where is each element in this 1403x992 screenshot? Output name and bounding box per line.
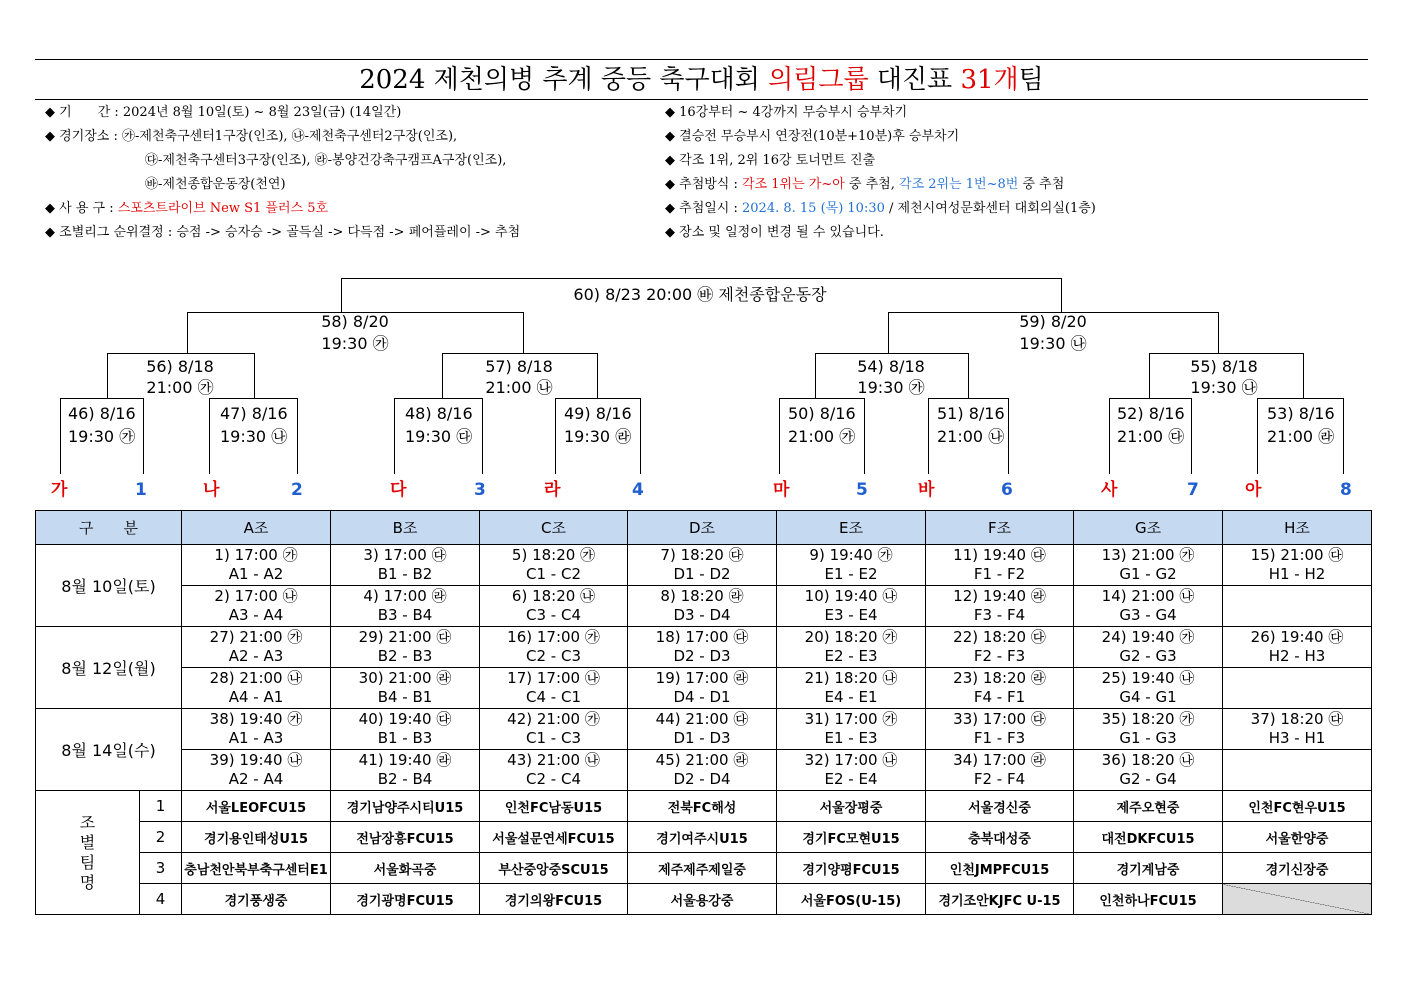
match-date: 8월 14일(수) — [36, 709, 182, 791]
match-teams: E2 - E4 — [824, 770, 878, 788]
r16-8-line1: 53) 8/16 — [1267, 404, 1335, 423]
match-time: 35) 18:20 ㉮ — [1101, 710, 1195, 728]
quarter-2-line1: 57) 8/18 — [485, 357, 553, 376]
match-teams: A1 - A3 — [228, 729, 284, 747]
match-cell — [182, 709, 331, 750]
r16-5-line2: 21:00 ㉮ — [788, 427, 856, 446]
info-advance: ◆ 각조 1위, 2위 16강 토너먼트 진출 — [665, 153, 876, 168]
match-cell — [480, 545, 628, 586]
match-teams: G1 - G2 — [1119, 565, 1177, 583]
bracket-hline — [107, 353, 255, 354]
match-cell — [1074, 668, 1223, 709]
schedule-row — [36, 545, 1372, 586]
match-teams: A2 - A3 — [228, 647, 284, 665]
team-name: 경기양평FCU15 — [777, 853, 926, 884]
info-period: ◆ 기 간 : 2024년 8월 10일(토) ~ 8월 23일(금) (14일간) — [45, 105, 402, 120]
bracket-vline — [640, 398, 641, 474]
team-rank: 3 — [140, 853, 182, 884]
match-cell — [926, 709, 1074, 750]
match-teams: H1 - H2 — [1268, 565, 1326, 583]
r16-6-line1: 51) 8/16 — [937, 404, 1005, 423]
match-time: 23) 18:20 ㉱ — [953, 669, 1046, 687]
slot-5: 5 — [856, 480, 868, 500]
bracket-vline — [888, 312, 889, 353]
match-time: 12) 19:40 ㉱ — [953, 587, 1046, 605]
match-teams: H2 - H3 — [1268, 647, 1326, 665]
match-cell — [1074, 709, 1223, 750]
team-row — [36, 822, 1372, 853]
match-cell — [777, 627, 926, 668]
team-row — [36, 884, 1372, 915]
match-time: 24) 19:40 ㉮ — [1101, 628, 1195, 646]
match-time: 9) 19:40 ㉮ — [809, 546, 893, 564]
match-date: 8월 10일(토) — [36, 545, 182, 627]
team-name: 충남천안북부축구센터E1 — [182, 853, 331, 884]
match-time: 11) 19:40 ㉰ — [953, 546, 1046, 564]
match-time: 40) 19:40 ㉰ — [358, 710, 452, 728]
team-name: 경기여주시U15 — [628, 822, 777, 853]
match-teams: F1 - F2 — [973, 565, 1026, 583]
team-rank: 1 — [140, 791, 182, 822]
team-name: 경기신장중 — [1223, 853, 1372, 884]
header-category: 구 분 — [36, 511, 182, 545]
match-teams: C4 - C1 — [526, 688, 581, 706]
match-time: 29) 21:00 ㉰ — [358, 628, 452, 646]
match-teams: B1 - B2 — [377, 565, 433, 583]
match-time: 3) 17:00 ㉰ — [363, 546, 447, 564]
r16-8-line2: 21:00 ㉱ — [1267, 427, 1335, 446]
match-cell — [331, 627, 480, 668]
header-group-d: D조 — [628, 511, 777, 545]
semi-1-line2: 19:30 ㉮ — [321, 334, 389, 353]
bracket-vline — [1257, 398, 1258, 474]
slot-4: 4 — [632, 480, 644, 500]
bracket-vline — [482, 398, 483, 474]
match-teams: D3 - D4 — [673, 606, 731, 624]
semi-1-line1: 58) 8/20 — [321, 312, 389, 331]
bracket-vline — [928, 398, 929, 474]
schedule-table — [35, 510, 1372, 915]
match-cell — [926, 668, 1074, 709]
match-time: 22) 18:20 ㉰ — [953, 628, 1046, 646]
table-header-row — [36, 511, 1372, 545]
match-teams: H3 - H1 — [1268, 729, 1326, 747]
match-teams: G4 - G1 — [1119, 688, 1177, 706]
match-cell — [182, 586, 331, 627]
team-name: 경기용인태성U15 — [182, 822, 331, 853]
r16-7-line2: 21:00 ㉰ — [1117, 427, 1185, 446]
team-name: 경기조안KJFC U-15 — [926, 884, 1074, 915]
match-time: 31) 17:00 ㉮ — [804, 710, 898, 728]
match-cell — [331, 750, 480, 791]
bracket-vline — [60, 398, 61, 474]
bracket-vline — [1149, 353, 1150, 398]
match-teams: A1 - A2 — [228, 565, 284, 583]
match-cell — [480, 586, 628, 627]
final-match-label: 60) 8/23 20:00 ㉳ 제천종합운동장 — [573, 285, 827, 304]
match-time: 34) 17:00 ㉱ — [953, 751, 1046, 769]
slot-a: 아 — [1245, 480, 1262, 500]
match-time: 42) 21:00 ㉮ — [507, 710, 600, 728]
bracket-vline — [107, 353, 108, 398]
bracket-vline — [1109, 398, 1110, 474]
team-name: 서울화곡중 — [331, 853, 480, 884]
match-teams: D2 - D4 — [673, 770, 731, 788]
match-cell — [480, 750, 628, 791]
team-name — [1223, 884, 1372, 915]
match-cell — [1074, 586, 1223, 627]
team-name: 경기계남중 — [1074, 853, 1223, 884]
match-cell — [926, 545, 1074, 586]
info-venue-1: ◆ 경기장소 : ㉮-제천축구센터1구장(인조), ㉯-제천축구센터2구장(인조), — [45, 129, 458, 144]
match-time: 32) 17:00 ㉯ — [804, 751, 898, 769]
r16-6-line2: 21:00 ㉯ — [937, 427, 1005, 446]
team-name: 부산중앙중SCU15 — [480, 853, 628, 884]
bracket-vline — [555, 398, 556, 474]
match-teams: F2 - F3 — [973, 647, 1026, 665]
match-cell — [777, 709, 926, 750]
match-teams: D1 - D3 — [673, 729, 731, 747]
match-time: 5) 18:20 ㉮ — [511, 546, 596, 564]
match-teams: F4 - F1 — [973, 688, 1026, 706]
bracket-vline — [1061, 278, 1062, 312]
match-time: 15) 21:00 ㉰ — [1250, 546, 1344, 564]
quarter-2-line2: 21:00 ㉯ — [485, 378, 553, 397]
match-time: 45) 21:00 ㉱ — [655, 751, 749, 769]
slot-8: 8 — [1340, 480, 1352, 500]
match-cell — [628, 668, 777, 709]
match-time: 14) 21:00 ㉯ — [1101, 587, 1195, 605]
match-time: 26) 19:40 ㉰ — [1250, 628, 1344, 646]
team-rank: 2 — [140, 822, 182, 853]
bracket-vline — [1303, 353, 1304, 398]
team-name: 서울경신중 — [926, 791, 1074, 822]
match-teams: F1 - F3 — [973, 729, 1026, 747]
team-name: 전북FC해성 — [628, 791, 777, 822]
match-time: 10) 19:40 ㉯ — [804, 587, 898, 605]
team-name: 서울FOS(U-15) — [777, 884, 926, 915]
match-time: 43) 21:00 ㉯ — [507, 751, 600, 769]
schedule-row — [36, 668, 1372, 709]
match-teams: B3 - B4 — [377, 606, 433, 624]
bracket-vline — [597, 353, 598, 398]
bracket-vline — [815, 353, 816, 398]
group-team-label — [36, 791, 140, 915]
match-date: 8월 12일(월) — [36, 627, 182, 709]
match-time: 30) 21:00 ㉱ — [358, 669, 452, 687]
schedule-row — [36, 709, 1372, 750]
match-time: 2) 17:00 ㉯ — [214, 587, 298, 605]
match-cell — [628, 586, 777, 627]
bracket-vline — [968, 353, 969, 398]
slot-ma: 마 — [773, 480, 790, 500]
r16-7-line1: 52) 8/16 — [1117, 404, 1185, 423]
match-cell — [1074, 750, 1223, 791]
group-team-label-text: 조 별 팀 명 — [79, 812, 96, 892]
bracket-vline — [394, 398, 395, 474]
match-cell — [926, 627, 1074, 668]
match-cell — [480, 709, 628, 750]
info-pk: ◆ 16강부터 ~ 4강까지 무승부시 승부차기 — [665, 105, 908, 120]
match-teams: G3 - G4 — [1119, 606, 1177, 624]
bracket-vline — [864, 398, 865, 474]
slot-7: 7 — [1187, 480, 1199, 500]
match-cell — [331, 586, 480, 627]
schedule-row — [36, 586, 1372, 627]
match-time: 20) 18:20 ㉮ — [804, 628, 898, 646]
bracket-hline — [1149, 353, 1304, 354]
match-time: 25) 19:40 ㉯ — [1101, 669, 1195, 687]
match-cell — [1223, 750, 1372, 791]
schedule-row — [36, 750, 1372, 791]
match-teams: B1 - B3 — [377, 729, 433, 747]
slot-2: 2 — [291, 480, 303, 500]
match-time: 8) 18:20 ㉱ — [660, 587, 744, 605]
r16-5-line1: 50) 8/16 — [788, 404, 856, 423]
quarter-1-line1: 56) 8/18 — [146, 357, 214, 376]
info-final-rule: ◆ 결승전 무승부시 연장전(10분+10분)후 승부차기 — [665, 129, 960, 144]
match-cell — [1223, 709, 1372, 750]
team-name: 경기광명FCU15 — [331, 884, 480, 915]
header-group-h: H조 — [1223, 511, 1372, 545]
match-time: 1) 17:00 ㉮ — [214, 546, 298, 564]
match-cell — [777, 545, 926, 586]
match-time: 37) 18:20 ㉰ — [1250, 710, 1344, 728]
match-cell — [777, 586, 926, 627]
match-teams: D1 - D2 — [673, 565, 731, 583]
match-teams: B2 - B3 — [377, 647, 433, 665]
team-name: 인천FC현우U15 — [1223, 791, 1372, 822]
info-venue-2: ㉰-제천축구센터3구장(인조), ㉱-봉양건강축구캠프A구장(인조), — [145, 153, 507, 168]
bracket-vline — [1191, 398, 1192, 474]
match-teams: D4 - D1 — [673, 688, 731, 706]
match-cell — [777, 668, 926, 709]
match-cell — [628, 709, 777, 750]
match-cell — [182, 750, 331, 791]
match-teams: E1 - E3 — [824, 729, 878, 747]
team-name: 인천하나FCU15 — [1074, 884, 1223, 915]
match-teams: E1 - E2 — [824, 565, 878, 583]
match-cell — [628, 545, 777, 586]
team-name: 서울LEOFCU15 — [182, 791, 331, 822]
match-teams: A3 - A4 — [228, 606, 284, 624]
match-cell — [628, 627, 777, 668]
match-time: 16) 17:00 ㉮ — [507, 628, 600, 646]
bracket-vline — [523, 312, 524, 353]
match-teams: C1 - C3 — [526, 729, 581, 747]
info-ranking: ◆ 조별리그 순위결정 : 승점 -> 승자승 -> 골득실 -> 다득점 -> 페어플레이 -> 추첨 — [45, 225, 521, 240]
bracket-hline — [442, 353, 598, 354]
match-time: 39) 19:40 ㉯ — [209, 751, 303, 769]
team-name: 서울한양중 — [1223, 822, 1372, 853]
match-cell — [182, 627, 331, 668]
match-teams: A2 - A4 — [228, 770, 284, 788]
team-name: 경기FC모현U15 — [777, 822, 926, 853]
team-name: 경기풍생중 — [182, 884, 331, 915]
r16-3-line2: 19:30 ㉰ — [405, 427, 473, 446]
team-name: 서울장평중 — [777, 791, 926, 822]
team-row — [36, 791, 1372, 822]
r16-1-line2: 19:30 ㉮ — [68, 427, 136, 446]
team-name: 전남장흥FCU15 — [331, 822, 480, 853]
team-name: 인천JMPFCU15 — [926, 853, 1074, 884]
team-name: 경기남양주시티U15 — [331, 791, 480, 822]
team-name: 경기의왕FCU15 — [480, 884, 628, 915]
top-rule — [35, 59, 1368, 60]
match-cell — [777, 750, 926, 791]
info-venue-3: ㉳-제천종합운동장(천연) — [145, 177, 286, 192]
match-time: 27) 21:00 ㉮ — [209, 628, 303, 646]
match-cell — [1223, 586, 1372, 627]
r16-2-line2: 19:30 ㉯ — [220, 427, 288, 446]
team-name: 제주제주제일중 — [628, 853, 777, 884]
info-ball: ◆ 사 용 구 : 스포츠트라이브 New S1 플러스 5호 — [45, 201, 329, 216]
match-time: 18) 17:00 ㉰ — [655, 628, 749, 646]
match-teams: F3 - F4 — [973, 606, 1026, 624]
match-teams: G2 - G4 — [1119, 770, 1177, 788]
match-teams: C3 - C4 — [526, 606, 581, 624]
match-teams: F2 - F4 — [973, 770, 1026, 788]
match-time: 17) 17:00 ㉯ — [507, 669, 600, 687]
bracket-vline — [1343, 398, 1344, 474]
bracket-vline — [1218, 312, 1219, 353]
semi-2-line2: 19:30 ㉯ — [1019, 334, 1087, 353]
match-time: 28) 21:00 ㉯ — [209, 669, 303, 687]
match-time: 21) 18:20 ㉯ — [804, 669, 898, 687]
bracket-vline — [442, 353, 443, 398]
info-draw-method: ◆ 추첨방식 : 각조 1위는 가~아 중 추첨, 각조 2위는 1번~8번 중 추첨 — [665, 177, 1065, 192]
bracket-vline — [209, 398, 210, 474]
slot-ba: 바 — [918, 480, 935, 500]
team-name: 제주오현중 — [1074, 791, 1223, 822]
bracket-vline — [779, 398, 780, 474]
r16-3-line1: 48) 8/16 — [405, 404, 473, 423]
match-time: 4) 17:00 ㉱ — [363, 587, 447, 605]
page-title: 2024 제천의병 추계 중등 축구대회 의림그룹 대진표 31개팀 — [359, 65, 1044, 95]
match-teams: C1 - C2 — [526, 565, 581, 583]
team-name: 서울용강중 — [628, 884, 777, 915]
schedule-row — [36, 627, 1372, 668]
match-cell — [1223, 545, 1372, 586]
bracket-hline — [815, 353, 969, 354]
header-group-f: F조 — [926, 511, 1074, 545]
quarter-3-line1: 54) 8/18 — [857, 357, 925, 376]
match-cell — [926, 750, 1074, 791]
bracket-vline — [143, 398, 144, 474]
match-cell — [480, 668, 628, 709]
team-name: 서울설문연세FCU15 — [480, 822, 628, 853]
bracket-vline — [187, 312, 188, 353]
header-group-e: E조 — [777, 511, 926, 545]
match-teams: A4 - A1 — [228, 688, 284, 706]
header-group-g: G조 — [1074, 511, 1223, 545]
slot-1: 1 — [135, 480, 147, 500]
title-rule — [35, 99, 1368, 100]
slot-ra: 라 — [544, 480, 561, 500]
team-rank: 4 — [140, 884, 182, 915]
team-row — [36, 853, 1372, 884]
match-time: 44) 21:00 ㉰ — [655, 710, 749, 728]
bracket-vline — [341, 278, 342, 312]
slot-6: 6 — [1001, 480, 1013, 500]
bracket-vline — [297, 398, 298, 474]
match-teams: E4 - E1 — [824, 688, 878, 706]
match-teams: C2 - C3 — [526, 647, 581, 665]
team-name: 충북대성중 — [926, 822, 1074, 853]
slot-3: 3 — [474, 480, 486, 500]
match-time: 38) 19:40 ㉮ — [209, 710, 303, 728]
match-teams: E2 - E3 — [824, 647, 878, 665]
slot-da: 다 — [390, 480, 407, 500]
match-teams: B4 - B1 — [377, 688, 433, 706]
r16-4-line2: 19:30 ㉱ — [564, 427, 632, 446]
bracket-hline — [341, 278, 1062, 279]
match-time: 7) 18:20 ㉰ — [660, 546, 744, 564]
match-teams: C2 - C4 — [526, 770, 581, 788]
info-notice: ◆ 장소 및 일정이 변경 될 수 있습니다. — [665, 225, 884, 240]
match-cell — [1074, 627, 1223, 668]
match-teams: B2 - B4 — [377, 770, 433, 788]
r16-4-line1: 49) 8/16 — [564, 404, 632, 423]
bracket-vline — [1008, 398, 1009, 474]
slot-sa: 사 — [1101, 480, 1118, 500]
match-cell — [331, 545, 480, 586]
slot-na: 나 — [203, 480, 220, 500]
r16-1-line1: 46) 8/16 — [68, 404, 136, 423]
match-teams: G2 - G3 — [1119, 647, 1177, 665]
match-cell — [182, 545, 331, 586]
info-draw-date: ◆ 추첨일시 : 2024. 8. 15 (목) 10:30 / 제천시여성문화센터 대회의실(1층) — [665, 201, 1096, 216]
match-time: 13) 21:00 ㉮ — [1101, 546, 1195, 564]
match-cell — [628, 750, 777, 791]
quarter-4-line1: 55) 8/18 — [1190, 357, 1258, 376]
bracket-vline — [254, 353, 255, 398]
match-teams: G1 - G3 — [1119, 729, 1177, 747]
quarter-1-line2: 21:00 ㉮ — [146, 378, 214, 397]
team-name: 대전DKFCU15 — [1074, 822, 1223, 853]
match-cell — [182, 668, 331, 709]
match-teams: E3 - E4 — [824, 606, 878, 624]
match-cell — [1074, 545, 1223, 586]
match-cell — [331, 709, 480, 750]
match-cell — [926, 586, 1074, 627]
quarter-3-line2: 19:30 ㉮ — [857, 378, 925, 397]
semi-2-line1: 59) 8/20 — [1019, 312, 1087, 331]
r16-2-line1: 47) 8/16 — [220, 404, 288, 423]
match-time: 6) 18:20 ㉯ — [511, 587, 596, 605]
match-time: 33) 17:00 ㉰ — [953, 710, 1046, 728]
match-cell — [1223, 668, 1372, 709]
slot-ga: 가 — [51, 480, 68, 500]
match-time: 19) 17:00 ㉱ — [655, 669, 749, 687]
header-group-c: C조 — [480, 511, 628, 545]
match-cell — [480, 627, 628, 668]
header-group-a: A조 — [182, 511, 331, 545]
match-teams: D2 - D3 — [673, 647, 731, 665]
quarter-4-line2: 19:30 ㉯ — [1190, 378, 1258, 397]
match-cell — [331, 668, 480, 709]
team-name: 인천FC남동U15 — [480, 791, 628, 822]
match-cell — [1223, 627, 1372, 668]
match-time: 36) 18:20 ㉯ — [1101, 751, 1195, 769]
match-time: 41) 19:40 ㉱ — [358, 751, 452, 769]
header-group-b: B조 — [331, 511, 480, 545]
